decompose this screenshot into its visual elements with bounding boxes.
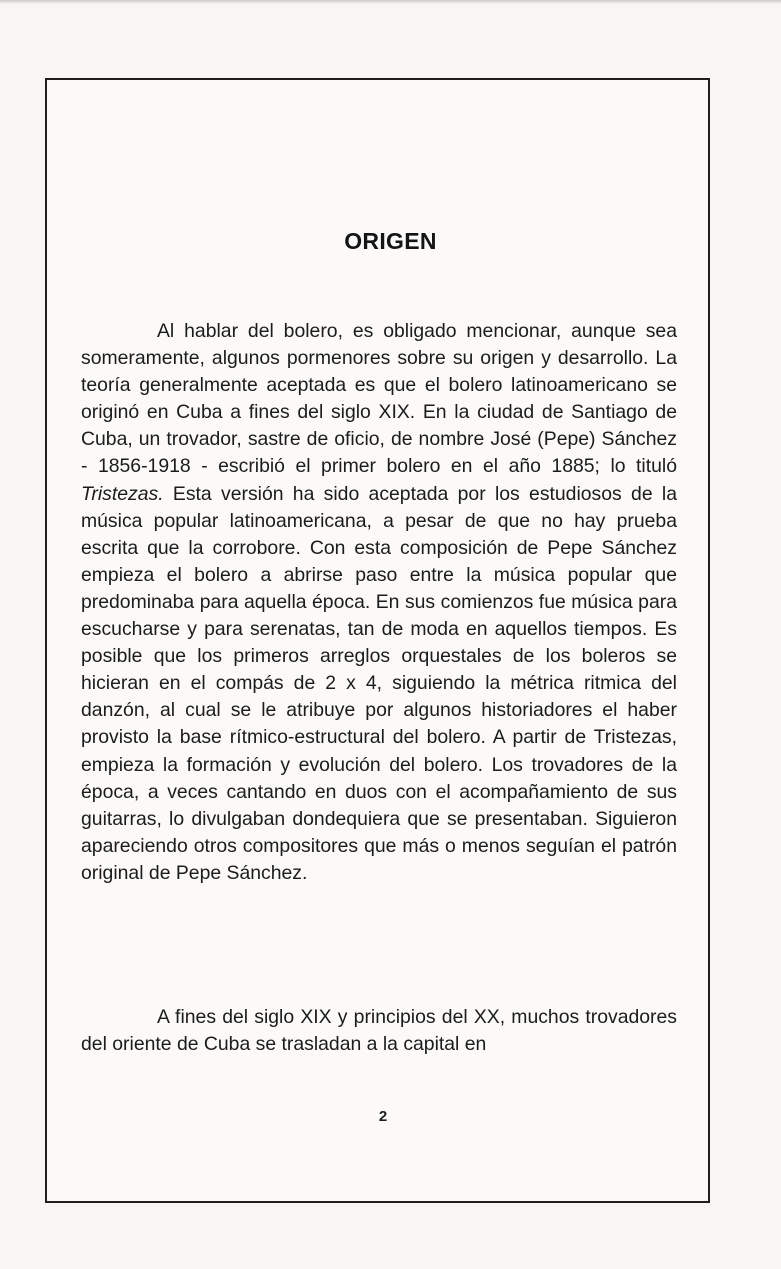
paragraph-1-part-a: Al hablar del bolero, es obligado mencionar, aunque sea someramente, algunos pormenores sobre su origen y desarrollo. La teoría generalmente aceptada es que el bolero latinoamericano se originó en Cuba a fines del siglo XIX. En la ciudad de Santiago de Cuba, un trovador, sastre de oficio, de nombre José (Pepe) Sánchez - 1856-1918 - escribió el primer bolero en el año 1885; lo tituló (81, 320, 677, 478)
section-heading: ORIGEN (344, 228, 437, 254)
song-title-tristezas: Tristezas. (81, 482, 164, 505)
paragraph-2 (81, 1004, 677, 1058)
page-number: 2 (378, 1108, 388, 1125)
paragraph-2-text: A fines del siglo XIX y principios del XX, muchos trovadores del oriente de Cuba se trasladan a la capital en (81, 1006, 677, 1056)
paragraph-1 (81, 318, 677, 887)
paragraph-1-text (81, 318, 677, 887)
paragraph-1-part-b: Esta versión ha sido aceptada por los estudiosos de la música popular latinoamericana, a pesar de que no hay prueba escrita que la corrobore. Con esta composición de Pepe Sánchez empieza el bolero a abrirse paso entre la música popular que predominaba para aquella época. En sus comienzos fue música para escucharse y para serenatas, tan de moda en aquellos tiempos. Es posible que los primeros arreglos orquestales de los boleros se hicieran en el compás de 2 x 4, siguiendo la métrica ritmica del danzón, al cual se le atribuye por algunos historiadores el haber provisto la base rítmico-estructural del bolero. A partir de Tristezas, empieza la formación y evolución del bolero. Los trovadores de la época, a veces cantando en duos con el acompañamiento de sus guitarras, lo divulgaban dondequiera que se presentaban. Siguieron apareciendo otros compositores que más o menos seguían el patrón original de Pepe Sánchez. (81, 482, 677, 884)
page-top-edge (0, 0, 781, 4)
